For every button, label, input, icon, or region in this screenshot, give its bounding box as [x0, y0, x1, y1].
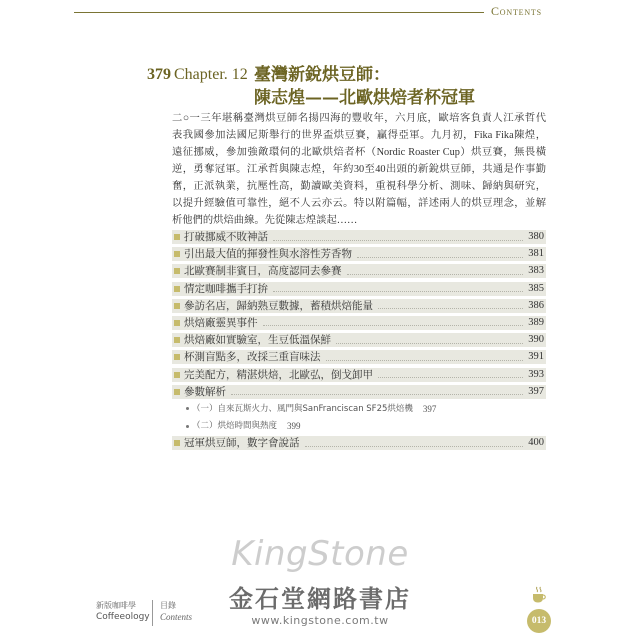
toc-sub-entry	[172, 419, 546, 433]
intro-line: 奮，正派執業，抗壓性高，勤讀歐美資料，重視科學分析、測味、歸納與研究，	[172, 181, 546, 192]
square-bullet-icon	[174, 372, 180, 378]
intro-line: 遠征挪威，參加強敵環伺的北歐烘焙者杯（Nordic Roaster Cup）烘豆賽，無畏橫	[172, 147, 546, 158]
dotted-leader	[231, 394, 523, 395]
toc-entry-title: 完美配方，精湛烘焙，北歐弘，倒戈卸甲	[184, 368, 373, 381]
toc-entry-page: 381	[528, 248, 544, 260]
square-bullet-icon	[174, 389, 180, 395]
dotted-leader	[378, 308, 523, 309]
dotted-leader	[273, 240, 523, 241]
coffee-cup-icon	[531, 586, 547, 604]
chapter-title-line-2: 陳志煌——北歐烘焙者杯冠軍	[254, 88, 475, 108]
toc-entry	[172, 385, 546, 399]
toc-entry-title: 引出最大值的揮發性與水溶性芳香物	[184, 248, 352, 261]
toc-sub-entry-title: （二）烘焙時間與熱度	[192, 421, 278, 432]
dotted-leader	[357, 257, 523, 258]
toc-sub-entry-page: 397	[422, 403, 437, 414]
dotted-leader	[347, 274, 524, 275]
square-bullet-icon	[174, 320, 180, 326]
square-bullet-icon	[174, 354, 180, 360]
square-bullet-icon	[174, 286, 180, 292]
toc-entry	[172, 264, 546, 278]
toc-entry-page: 397	[528, 385, 544, 397]
chapter-intro-paragraph	[172, 110, 546, 229]
footer-section-en: Contents	[160, 612, 193, 622]
chapter-start-page: 379	[147, 66, 171, 83]
watermark-store-name: 金石堂網路書店	[229, 585, 411, 613]
toc-entry	[172, 333, 546, 347]
toc-entry-page: 385	[528, 282, 544, 294]
toc-entry-title: 參訪名店，歸納熟豆數據，蓄積烘焙能量	[184, 299, 373, 312]
header-rule	[74, 12, 484, 13]
toc-entry-page: 380	[528, 231, 544, 242]
intro-line: 表我國參加法國尼斯舉行的世界盃烘豆賽，贏得亞軍。九月初，Fika Fika陳煌，	[172, 130, 546, 141]
toc-sub-entry-title: （一）自來瓦斯火力、風門與SanFranciscan SF25烘焙機	[192, 403, 413, 414]
toc-entry	[172, 436, 546, 450]
chapter-number: Chapter. 12	[174, 66, 248, 83]
dotted-leader	[273, 291, 523, 292]
intro-line: 二○一三年堪稱臺灣烘豆師名揚四海的豐收年，六月底，歐培客負責人江承哲代	[172, 113, 546, 124]
watermark-url: www.kingstone.com.tw	[251, 614, 389, 627]
dotted-leader	[378, 377, 523, 378]
square-bullet-icon	[174, 268, 180, 274]
square-bullet-icon	[174, 251, 180, 257]
footer-section: 目錄	[160, 601, 176, 610]
intro-line: 逆，勇奪冠軍。江承哲與陳志煌，年約30至40出頭的新銳烘豆師，共通是作事勤	[172, 164, 546, 175]
square-bullet-icon	[174, 303, 180, 309]
toc-entry-title: 打破挪威不敗神話	[184, 231, 268, 243]
chapter-title-line-1: 臺灣新銳烘豆師：	[254, 65, 390, 85]
toc-entry-title: 杯測盲點多，改採三重盲味法	[184, 351, 321, 364]
toc-entry-title: 烘焙廠如實驗室，生豆低溫保鮮	[184, 334, 331, 347]
toc-entry-page: 386	[528, 299, 544, 311]
toc-entry-title: 參數解析	[184, 385, 226, 398]
toc-entry	[172, 282, 546, 296]
page-number-badge: 013	[527, 609, 551, 633]
square-bullet-icon	[174, 234, 180, 240]
footer-divider	[152, 600, 153, 626]
toc-entry	[172, 247, 546, 261]
watermark-brand: KingStone	[231, 534, 409, 574]
toc-entry-title: 冠軍烘豆師，數字會說話	[184, 437, 300, 450]
dotted-leader	[263, 325, 524, 326]
toc-sub-entry	[172, 402, 546, 416]
dotted-leader	[305, 446, 524, 447]
square-bullet-icon	[174, 440, 180, 446]
running-header: Contents	[491, 4, 542, 18]
toc-entry-page: 383	[528, 265, 544, 277]
table-of-contents	[172, 230, 546, 453]
toc-entry	[172, 230, 546, 244]
toc-entry	[172, 316, 546, 330]
dot-bullet-icon	[186, 407, 189, 410]
footer-book-title-en: Coffeeology	[96, 612, 150, 622]
toc-entry-title: 烘焙廠靈異事件	[184, 316, 258, 329]
toc-entry-title: 情定咖啡攜手打拚	[184, 282, 268, 295]
dotted-leader	[326, 360, 524, 361]
toc-entry-page: 389	[528, 316, 544, 328]
square-bullet-icon	[174, 337, 180, 343]
toc-entry-page: 391	[528, 351, 544, 363]
toc-entry	[172, 350, 546, 364]
intro-line: 析他們的烘焙曲線。先從陳志煌談起……	[172, 215, 358, 226]
intro-line: 以提升經驗值可靠性，絕不人云亦云。特以附篇幅，詳述兩人的烘豆理念，並解	[172, 198, 546, 209]
toc-entry	[172, 368, 546, 382]
toc-sub-entry-page: 399	[287, 421, 301, 432]
dotted-leader	[336, 343, 523, 344]
dot-bullet-icon	[186, 425, 189, 428]
toc-entry-page: 390	[528, 334, 544, 346]
toc-entry-page: 393	[528, 368, 544, 380]
footer-book-title: 新版咖啡學	[96, 601, 136, 610]
toc-entry-page: 400	[528, 437, 544, 449]
toc-entry-title: 北歐賽制非賓日，高度認同去參賽	[184, 265, 342, 278]
toc-entry	[172, 299, 546, 313]
